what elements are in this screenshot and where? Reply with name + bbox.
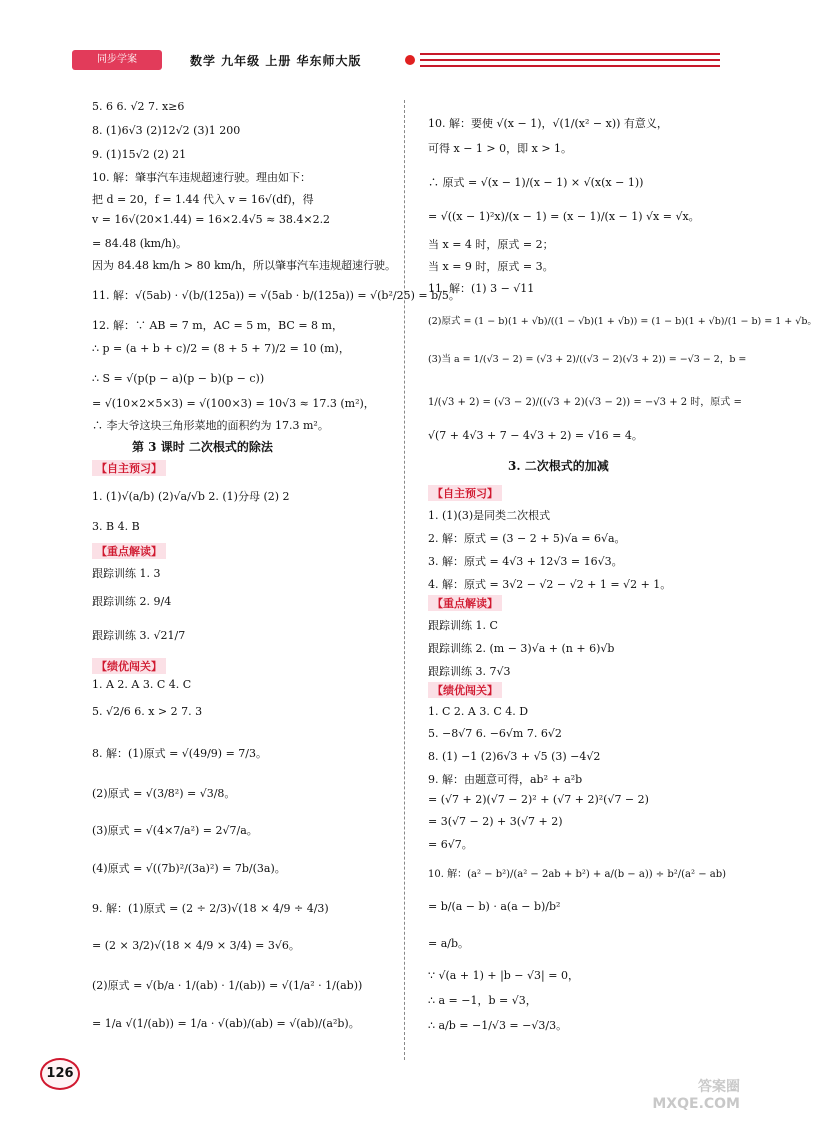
answer-line: = b/(a − b) · a(a − b)/b² [428, 900, 561, 913]
answer-line: (3)当 a = 1/(√3 − 2) = (√3 + 2)/((√3 − 2)(√3 + 2)) = −√3 − 2，b = [428, 354, 747, 365]
answer-line: 可得 x − 1 > 0，即 x > 1。 [428, 142, 573, 155]
section-label: 【绩优闯关】 [92, 658, 166, 674]
answer-line: (3)原式 = √(4×7/a²) = 2√7/a。 [92, 824, 258, 837]
answer-line: = 3(√7 − 2) + 3(√7 + 2) [428, 815, 563, 828]
answer-line: ∴ 原式 = √(x − 1)/(x − 1) × √(x(x − 1)) [428, 176, 644, 189]
section-label: 【自主预习】 [92, 460, 166, 476]
book-series-badge: 同步学案 [72, 50, 162, 70]
answer-line: = a/b。 [428, 937, 470, 950]
answer-line: ∴ p = (a + b + c)/2 = (8 + 5 + 7)/2 = 10 (m)， [92, 342, 350, 355]
answer-line: 5. −8√7 6. −6√m 7. 6√2 [428, 727, 562, 740]
answer-line: = 84.48 (km/h)。 [92, 237, 188, 250]
section-label: 【重点解读】 [92, 543, 166, 559]
section-title: 3. 二次根式的加减 [508, 459, 609, 473]
answer-line: ∴ a/b = −1/√3 = −√3/3。 [428, 1019, 568, 1032]
answer-line: 9. (1)15√2 (2) 21 [92, 148, 187, 161]
answer-line: 跟踪训练 2. (m − 3)√a + (n + 6)√b [428, 642, 615, 655]
answer-line: ∴ a = −1，b = √3， [428, 994, 537, 1007]
column-divider [404, 100, 405, 1060]
page-header [60, 50, 725, 76]
answer-line: (2)原式 = (1 − b)(1 + √b)/((1 − √b)(1 + √b)) = (1 − b)(1 + √b)/(1 − b) = 1 + √b。 [428, 316, 817, 327]
answer-line: ∴ S = √(p(p − a)(p − b)(p − c)) [92, 372, 265, 385]
answer-line: (2)原式 = √(b/a · 1/(ab) · 1/(ab)) = √(1/a² · 1/(ab)) [92, 979, 363, 992]
answer-line: 12. 解：∵ AB = 7 m，AC = 5 m，BC = 8 m， [92, 319, 343, 332]
header-rule [420, 59, 720, 61]
answer-line: 1. C 2. A 3. C 4. D [428, 705, 529, 718]
answer-line: 3. B 4. B [92, 520, 140, 533]
answer-line: = √((x − 1)²x)/(x − 1) = (x − 1)/(x − 1) √x = √x。 [428, 210, 700, 223]
answer-line: 8. 解：(1)原式 = √(49/9) = 7/3。 [92, 747, 267, 760]
answer-line: 因为 84.48 km/h > 80 km/h，所以肇事汽车违规超速行驶。 [92, 259, 396, 272]
answer-line: v = 16√(20×1.44) = 16×2.4√5 ≈ 38.4×2.2 [92, 213, 331, 226]
answer-line: = 1/a √(1/(ab)) = 1/a · √(ab)/(ab) = √(ab)/(a²b)。 [92, 1017, 360, 1030]
answer-line: = 6√7。 [428, 838, 473, 851]
answer-line: 8. (1) −1 (2)6√3 + √5 (3) −4√2 [428, 750, 601, 763]
answer-line: 跟踪训练 3. 7√3 [428, 665, 511, 678]
answer-line: 11. 解：√(5ab) · √(b/(125a)) = √(5ab · b/(125a)) = √(b²/25) = b/5。 [92, 289, 460, 302]
answer-line: 2. 解：原式 = (3 − 2 + 5)√a = 6√a。 [428, 532, 626, 545]
answer-line: (4)原式 = √((7b)²/(3a)²) = 7b/(3a)。 [92, 862, 286, 875]
answer-line: 5. 6 6. √2 7. x≥6 [92, 100, 185, 113]
header-dot-icon [405, 55, 415, 65]
page-number: 126 [40, 1058, 80, 1090]
answer-line: 11. 解：(1) 3 − √11 [428, 282, 535, 295]
answer-line: 10. 解：要使 √(x − 1)，√(1/(x² − x)) 有意义， [428, 117, 668, 130]
answer-line: 把 d = 20，f = 1.44 代入 v = 16√(df)，得 [92, 193, 314, 206]
answer-line: = (√7 + 2)(√7 − 2)² + (√7 + 2)²(√7 − 2) [428, 793, 649, 806]
answer-line: 跟踪训练 1. 3 [92, 567, 161, 580]
watermark-logo: 答案圈 MXQE.COM [652, 1079, 740, 1112]
answer-line: ∴ 李大爷这块三角形菜地的面积约为 17.3 m²。 [92, 419, 329, 432]
answer-line: 4. 解：原式 = 3√2 − √2 − √2 + 1 = √2 + 1。 [428, 578, 672, 591]
section-label: 【绩优闯关】 [428, 682, 502, 698]
answer-line: 3. 解：原式 = 4√3 + 12√3 = 16√3。 [428, 555, 623, 568]
header-rule [420, 65, 720, 67]
answer-line: 跟踪训练 1. C [428, 619, 498, 632]
header-rule [420, 53, 720, 55]
answer-line: ∵ √(a + 1) + |b − √3| = 0， [428, 969, 579, 982]
lesson-title: 第 3 课时 二次根式的除法 [132, 440, 273, 454]
answer-line: 9. 解：由题意可得，ab² + a²b [428, 773, 583, 786]
section-label: 【重点解读】 [428, 595, 502, 611]
answer-line: 1. A 2. A 3. C 4. C [92, 678, 192, 691]
book-info: 数学 九年级 上册 华东师大版 [190, 54, 362, 68]
answer-line: 1. (1)√(a/b) (2)√a/√b 2. (1)分母 (2) 2 [92, 490, 290, 503]
answer-line: 1/(√3 + 2) = (√3 − 2)/((√3 + 2)(√3 − 2)) = −√3 + 2 时，原式 = [428, 397, 742, 408]
answer-line: 当 x = 4 时，原式 = 2； [428, 238, 554, 251]
answer-line: 10. 解：(a² − b²)/(a² − 2ab + b²) + a/(b − a)) ÷ b²/(a² − ab) [428, 869, 727, 880]
answer-line: 1. (1)(3)是同类二次根式 [428, 509, 551, 522]
answer-line: 8. (1)6√3 (2)12√2 (3)1 200 [92, 124, 241, 137]
answer-line: 5. √2/6 6. x > 2 7. 3 [92, 705, 203, 718]
answer-line: = √(10×2×5×3) = √(100×3) = 10√3 ≈ 17.3 (m²)， [92, 397, 375, 410]
answer-line: √(7 + 4√3 + 7 − 4√3 + 2) = √16 = 4。 [428, 429, 643, 442]
answer-line: 10. 解：肇事汽车违规超速行驶。理由如下： [92, 171, 311, 184]
answer-line: 当 x = 9 时，原式 = 3。 [428, 260, 554, 273]
section-label: 【自主预习】 [428, 485, 502, 501]
answer-line: = (2 × 3/2)√(18 × 4/9 × 3/4) = 3√6。 [92, 939, 300, 952]
answer-line: 跟踪训练 3. √21/7 [92, 629, 186, 642]
answer-line: 跟踪训练 2. 9/4 [92, 595, 172, 608]
answer-line: (2)原式 = √(3/8²) = √3/8。 [92, 787, 236, 800]
answer-line: 9. 解：(1)原式 = (2 ÷ 2/3)√(18 × 4/9 ÷ 4/3) [92, 902, 329, 915]
